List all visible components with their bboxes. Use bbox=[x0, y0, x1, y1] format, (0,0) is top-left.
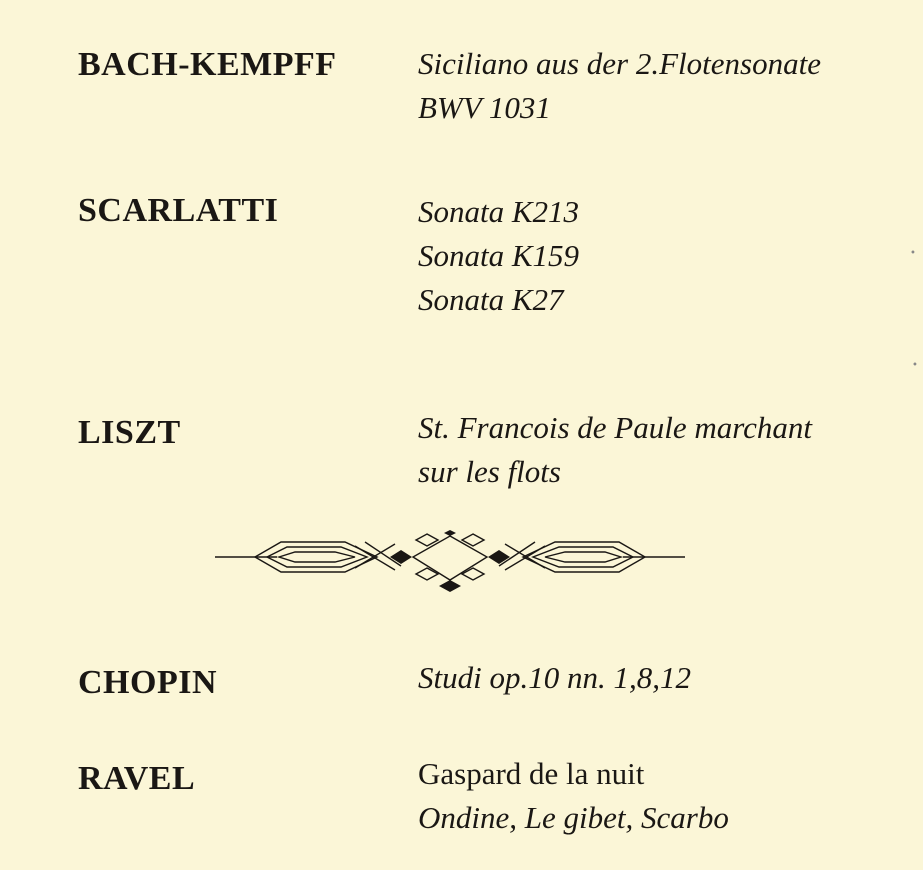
work-line: Siciliano aus der 2.Flotensonate bbox=[418, 46, 821, 81]
works-bach-kempff bbox=[418, 42, 821, 130]
composer-ravel: RAVEL bbox=[78, 760, 196, 797]
works-scarlatti bbox=[418, 190, 579, 322]
paper-speck: • bbox=[912, 360, 918, 371]
composer-scarlatti: SCARLATTI bbox=[78, 192, 279, 229]
work-line: sur les flots bbox=[418, 454, 561, 489]
paper-speck: • bbox=[910, 248, 916, 259]
works-ravel bbox=[418, 752, 729, 840]
composer-liszt: LISZT bbox=[78, 414, 181, 451]
work-line: Sonata K27 bbox=[418, 282, 564, 317]
works-liszt bbox=[418, 406, 812, 494]
composer-bach-kempff: BACH-KEMPFF bbox=[78, 46, 337, 83]
composer-chopin: CHOPIN bbox=[78, 664, 217, 701]
work-line: Ondine, Le gibet, Scarbo bbox=[418, 800, 729, 835]
work-line: Studi op.10 nn. 1,8,12 bbox=[418, 660, 691, 695]
art-deco-divider-icon bbox=[215, 530, 685, 596]
work-line: BWV 1031 bbox=[418, 90, 551, 125]
work-line: St. Francois de Paule marchant bbox=[418, 410, 813, 445]
works-chopin bbox=[418, 656, 691, 700]
work-line: Gaspard de la nuit bbox=[418, 756, 645, 791]
work-line: Sonata K213 bbox=[418, 194, 580, 229]
work-line: Sonata K159 bbox=[418, 238, 580, 273]
